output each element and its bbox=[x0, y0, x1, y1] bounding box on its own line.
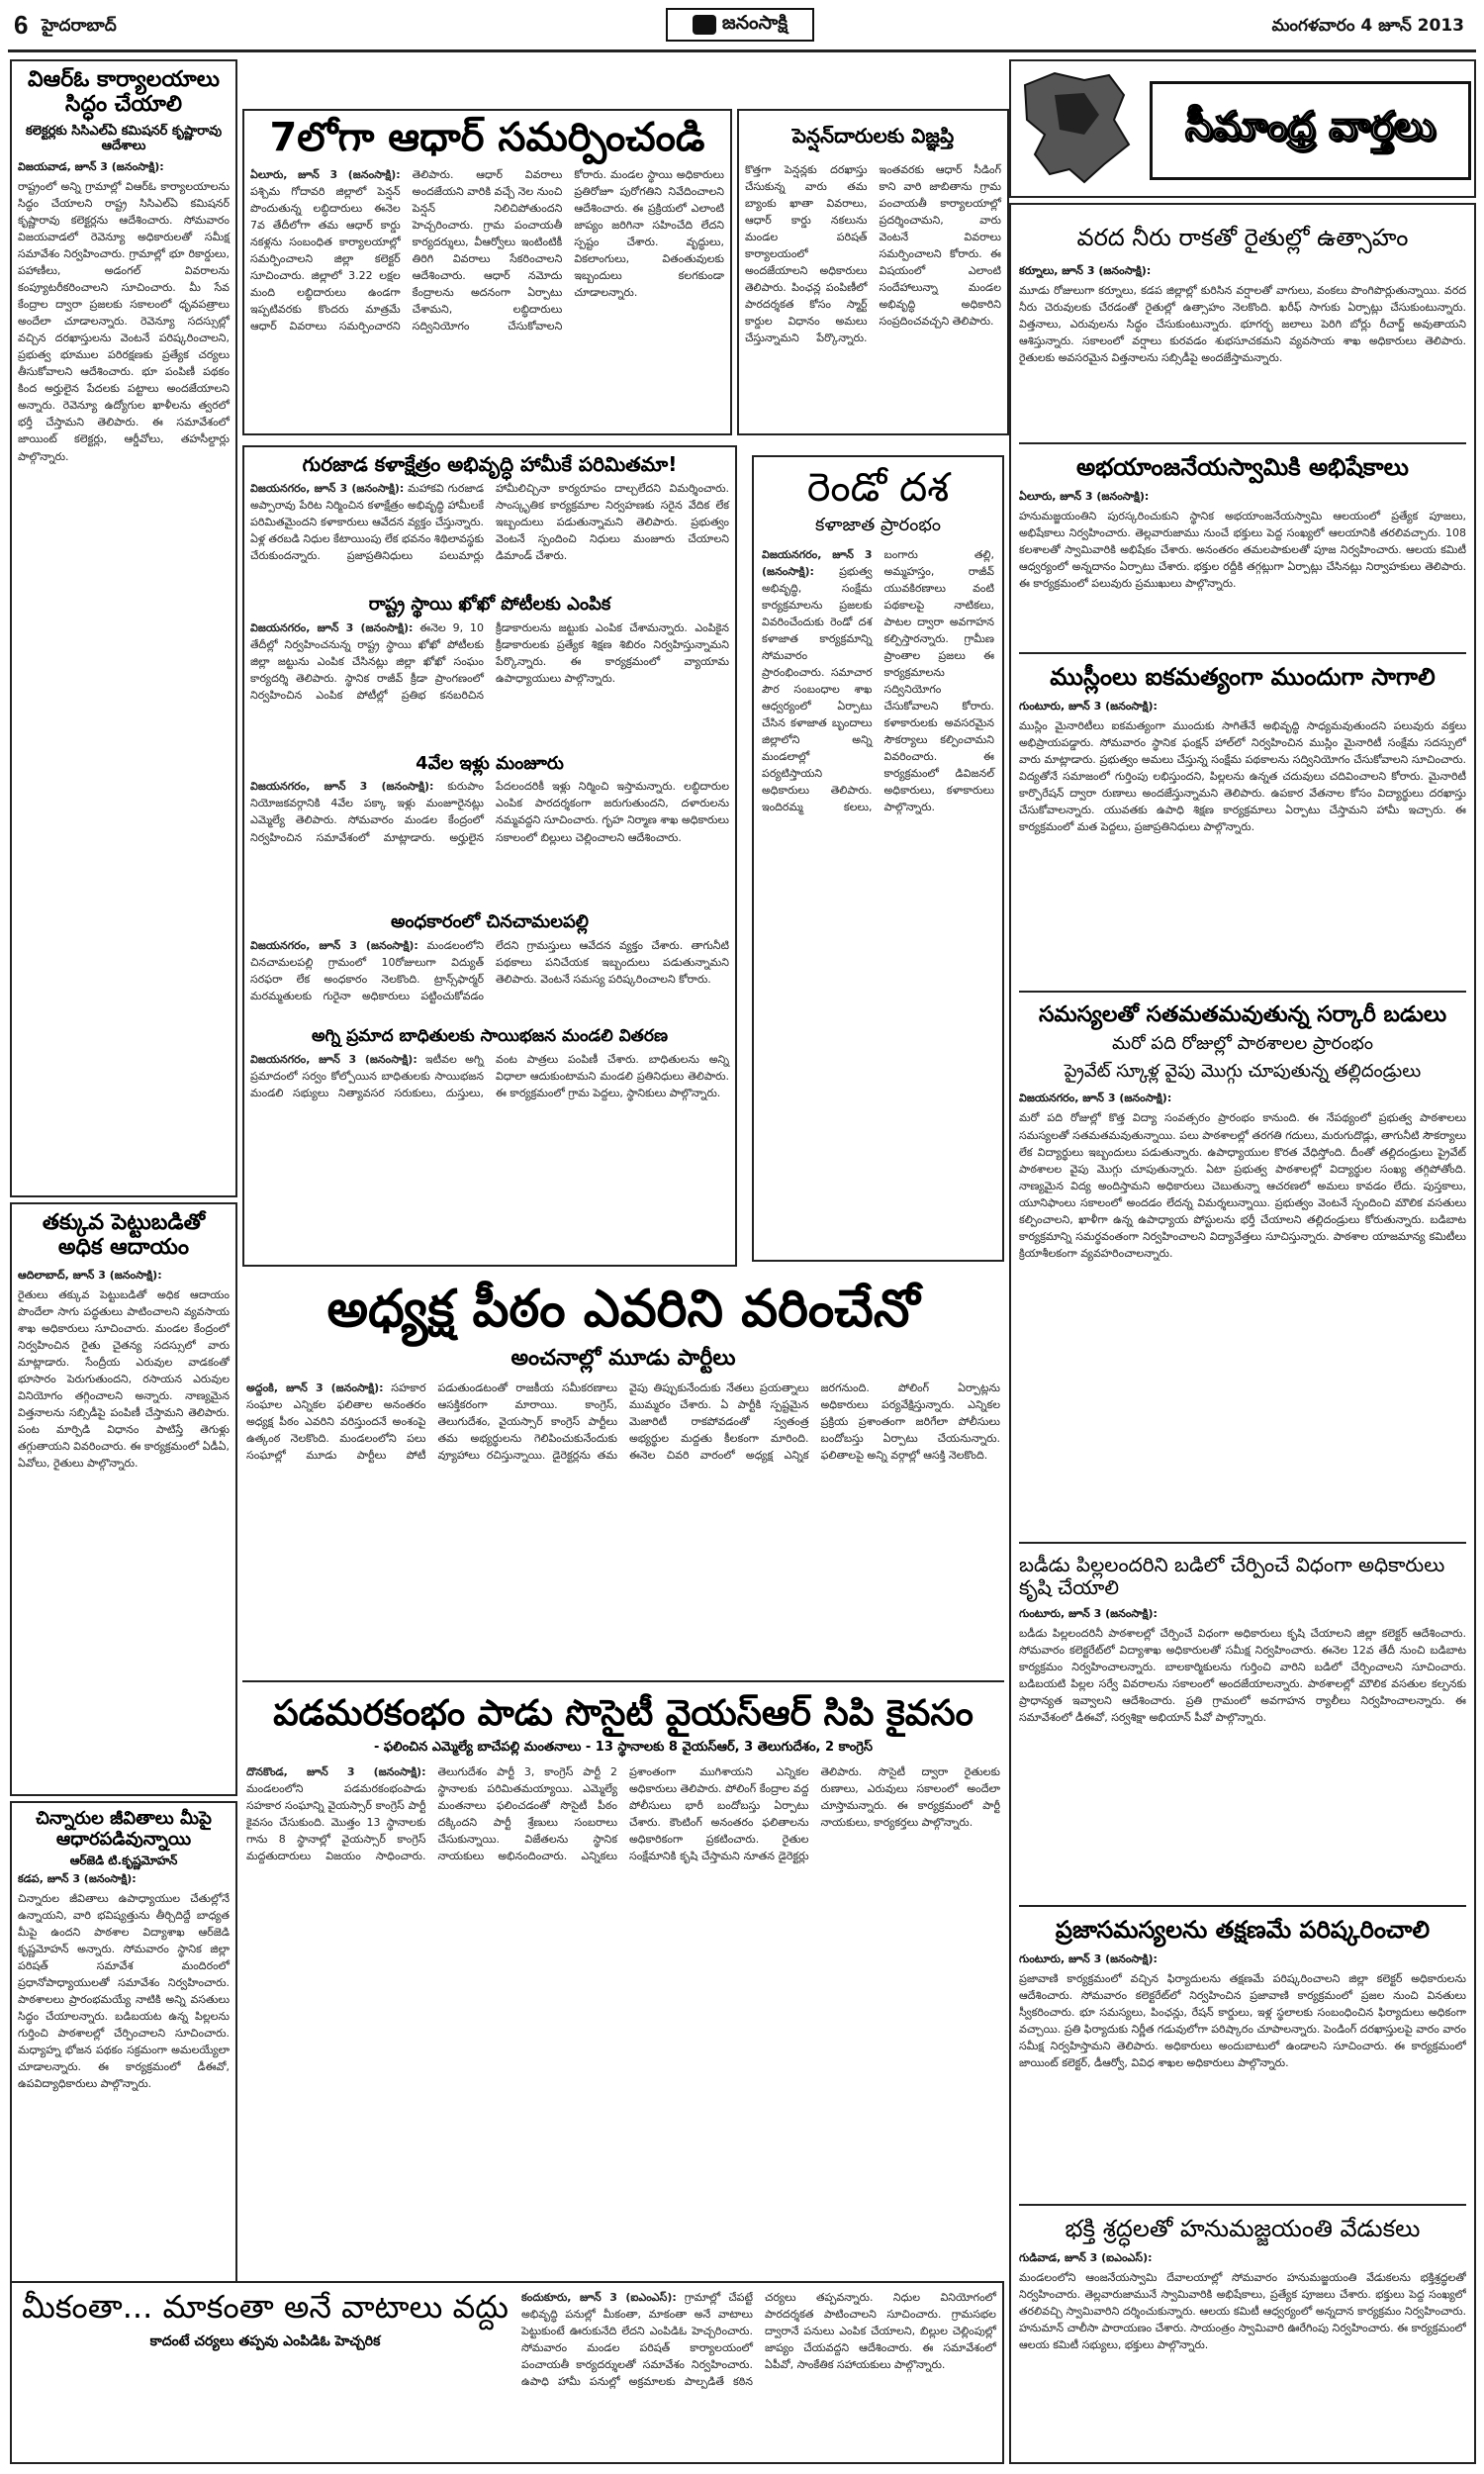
article-body: కొత్తగా పెన్షన్లకు దరఖాస్తు చేసుకున్న వారు తమ బ్యాంకు ఖాతా వివరాలు, ఆధార్ కార్డు నకలును మండల పరిషత్ కార్యాలయంలో అందజేయాలని అధికారులు తెలిపారు. పింఛన్ల పంపిణీలో పారదర్శకత కోసం స్మార్ట్ కార్డుల విధానం అమలు చేస్తున్నామని పేర్కొన్నారు. ఇంతవరకు ఆధార్ సీడింగ్ కాని వారి జాబితాను గ్రామ పంచాయతీ కార్యాలయాల్లో ప్రదర్శించామని, వారు వెంటనే వివరాలు సమర్పించాలని కోరారు. ఈ విషయంలో ఎలాంటి సందేహాలున్నా మండల అభివృద్ధి అధికారిని సంప్రదించవచ్చని తెలిపారు. bbox=[745, 163, 1001, 345]
article-body: రైతులు తక్కువ పెట్టుబడితో అధిక ఆదాయం పొందేలా సాగు పద్ధతులు పాటించాలని వ్యవసాయ శాఖ అధికారులు సూచించారు. మండల కేంద్రంలో నిర్వహించిన రైతు చైతన్య సదస్సులో వారు మాట్లాడారు. సేంద్రీయ ఎరువుల వాడకంతో భూసారం పెరుగుతుందని, రసాయన ఎరువుల వినియోగం తగ్గించాలని అన్నారు. నాణ్యమైన విత్తనాలను సబ్సిడీపై పంపిణీ చేస్తామని తెలిపారు. పంట మార్పిడి విధానం పాటిస్తే తెగుళ్లు తగ్గుతాయని వివరించారు. ఈ కార్యక్రమంలో ఏడీఏ, ఏవోలు, రైతులు పాల్గొన్నారు. bbox=[18, 1287, 230, 1471]
dateline: గుంటూరు, జూన్ 3 (జనంసాక్షి): bbox=[1019, 1607, 1158, 1620]
section-banner bbox=[1009, 59, 1476, 198]
article-body: మరో పది రోజుల్లో కొత్త విద్యా సంవత్సరం ప్రారంభం కానుంది. ఈ నేపథ్యంలో ప్రభుత్వ పాఠశాలలు సమస్యలతో సతమతమవుతున్నాయి. పలు పాఠశాలల్లో తరగతి గదులు, మరుగుదొడ్లు, తాగునీటి సౌకర్యాలు లేక విద్యార్థులు ఇబ్బందులు పడుతున్నారు. ఉపాధ్యాయుల కొరత వేధిస్తోంది. దీంతో తల్లిదండ్రులు ప్రైవేట్ పాఠశాలల వైపు మొగ్గు చూపుతున్నారు. ఏటా ప్రభుత్వ పాఠశాలల్లో విద్యార్థుల సంఖ్య తగ్గిపోతోంది. నాణ్యమైన విద్య అందిస్తామని అధికారులు చెబుతున్నా ఆచరణలో అమలు కావడం లేదు. పుస్తకాలు, యూనిఫాంలు సకాలంలో అందడం లేదన్న విమర్శలున్నాయి. ప్రభుత్వం వెంటనే స్పందించి మౌలిక వసతులు కల్పించాలని, ఖాళీగా ఉన్న ఉపాధ్యాయ పోస్టులను భర్తీ చేయాలని తల్లిదండ్రులు కోరుతున్నారు. బడిబాట కార్యక్రమాన్ని సమర్థవంతంగా నిర్వహించాలని విద్యావేత్తలు సూచిస్తున్నారు. పాఠశాల యాజమాన్య కమిటీలు క్రియాశీలకంగా వ్యవహరించాలన్నారు. bbox=[1019, 1111, 1466, 1260]
headline: భక్తి శ్రద్ధలతో హనుమజ్జయంతి వేడుకలు bbox=[1065, 2215, 1421, 2242]
article-body-wrap bbox=[250, 166, 724, 426]
headline: పెన్షన్‌దారులకు విజ్ఞప్తి bbox=[791, 124, 955, 147]
fees-header bbox=[18, 2289, 512, 2457]
headline: పడమరకంభం పాడు సొసైటీ వైయస్ఆర్ సిపి కైవసం bbox=[273, 1693, 974, 1734]
article-body: ప్రభుత్వ అభివృద్ధి, సంక్షేమ కార్యక్రమాలను ప్రజలకు వివరించేందుకు రెండో దశ కళాజాత కార్యక్రమాన్ని సోమవారం ప్రారంభించారు. సమాచార పౌర సంబంధాల శాఖ ఆధ్వర్యంలో ఏర్పాటు చేసిన కళాజాత బృందాలు జిల్లాలోని అన్ని మండలాల్లో పర్యటిస్తాయని అధికారులు తెలిపారు. ఇందిరమ్మ కలలు, బంగారు తల్లి, అమ్మహస్తం, రాజీవ్ యువకిరణాలు వంటి పథకాలపై నాటికలు, పాటల ద్వారా అవగాహన కల్పిస్తారన్నారు. గ్రామీణ ప్రాంతాల ప్రజలు ఈ కార్యక్రమాలను సద్వినియోగం చేసుకోవాలని కోరారు. కళాకారులకు అవసరమైన సౌకర్యాలు కల్పించామని వివరించారు. ఈ కార్యక్రమంలో డివిజనల్ అధికారులు, కళాకారులు పాల్గొన్నారు. bbox=[762, 547, 994, 814]
article-body: ఈనెల 9, 10 తేదీల్లో నిర్వహించనున్న రాష్ట్ర స్థాయి ఖోఖో పోటీలకు జిల్లా జట్టును ఎంపిక చేసినట్లు జిల్లా ఖోఖో సంఘం కార్యదర్శి తెలిపారు. స్థానిక రాజీవ్ క్రీడా ప్రాంగణంలో నిర్వహించిన ఎంపిక పోటీల్లో ప్రతిభ కనబరిచిన క్రీడాకారులను జట్టుకు ఎంపిక చేశామన్నారు. ఎంపికైన క్రీడాకారులకు ప్రత్యేక శిక్షణ శిబిరం నిర్వహిస్తున్నామని పేర్కొన్నారు. ఈ కార్యక్రమంలో వ్యాయామ ఉపాధ్యాయులు పాల్గొన్నారు. bbox=[250, 620, 729, 702]
article-enroll bbox=[1019, 1544, 1466, 1905]
article-body: చిన్నారుల జీవితాలు ఉపాధ్యాయుల చేతుల్లోనే ఉన్నాయని, వారి భవిష్యత్తును తీర్చిదిద్దే బాధ్యత మీపై ఉందని పాఠశాల విద్యాశాఖ ఆర్‌జెడి కృష్ణమోహన్ అన్నారు. సోమవారం స్థానిక జిల్లా పరిషత్ సమావేశ మందిరంలో ప్రధానోపాధ్యాయులతో సమావేశం నిర్వహించారు. పాఠశాలలు ప్రారంభమయ్యే నాటికి అన్ని వసతులు సిద్ధం చేయాలన్నారు. బడిబయట ఉన్న పిల్లలను గుర్తించి పాఠశాలల్లో చేర్పించాలని సూచించారు. మధ్యాహ్న భోజన పథకం సక్రమంగా అమలయ్యేలా చూడాలన్నారు. ఈ కార్యక్రమంలో డీఈవో, ఉపవిద్యాధికారులు పాల్గొన్నారు. bbox=[18, 1891, 230, 2091]
headline: బడీడు పిల్లలందరిని బడిలో చేర్పించే విధంగా అధికారులు కృషి చేయాలి bbox=[1019, 1553, 1445, 1599]
headline: సమస్యలతో సతమతమవుతున్న సర్కారీ బడులు bbox=[1038, 1002, 1447, 1027]
article-body: కురుపాం నియోజకవర్గానికి 4వేల పక్కా ఇళ్లు మంజూరైనట్లు ఎమ్మెల్యే తెలిపారు. సోమవారం మండల కేంద్రంలో నిర్వహించిన సమావేశంలో మాట్లాడారు. అర్హులైన పేదలందరికీ ఇళ్లు నిర్మించి ఇస్తామన్నారు. లబ్ధిదారుల ఎంపిక పారదర్శకంగా జరుగుతుందని, దళారులను నమ్మవద్దని సూచించారు. గృహ నిర్మాణ శాఖ అధికారులు సకాలంలో బిల్లులు చెల్లించాలని ఆదేశించారు. bbox=[250, 780, 729, 844]
article-body-wrap bbox=[250, 937, 729, 1021]
article-muslims bbox=[1019, 654, 1466, 991]
dateline: కందుకూరు, జూన్ 3 (ఐఎంఎస్): bbox=[521, 2291, 677, 2304]
divider bbox=[1019, 2204, 1466, 2206]
subhead: - ఫలించిన ఎమ్మెల్యే బాచేపల్లి మంతనాలు - 13 స్థానాలకు 8 వైయస్ఆర్, 3 తెలుగుదేశం, 2 కాంగ్రెస్ bbox=[374, 1740, 873, 1756]
paper-logo-icon bbox=[693, 15, 716, 35]
headline: చిన్నారుల జీవితాలు మీపై ఆధారపడివున్నాయి bbox=[36, 1808, 212, 1850]
headline: 4వేల ఇళ్లు మంజూరు bbox=[416, 752, 564, 774]
subhead: అంచనాల్లో మూడు పార్టీలు bbox=[510, 1345, 736, 1371]
subhead-secondary: ప్రైవేట్ స్కూళ్ల వైపు మొగ్గు చూపుతున్న తల్లిదండ్రులు bbox=[1064, 1060, 1422, 1082]
article-body-wrap bbox=[762, 546, 994, 1239]
paper-name: జనంసాక్షి bbox=[721, 11, 788, 34]
subhead: కాదంటే చర్యలు తప్పవు ఎంపిడిఓ హెచ్చరిక bbox=[149, 2332, 381, 2349]
article-body: ఇటీవల అగ్ని ప్రమాదంలో సర్వం కోల్పోయిన బాధితులకు సాయిభజన మండలి సభ్యులు నిత్యావసర సరుకులు, దుస్తులు, వంట పాత్రలు పంపిణీ చేశారు. బాధితులను అన్ని విధాలా ఆదుకుంటామని మండలి ప్రతినిధులు తెలిపారు. ఈ కార్యక్రమంలో గ్రామ పెద్దలు, స్థానికులు పాల్గొన్నారు. bbox=[250, 1052, 729, 1099]
dateline: ఏలూరు, జూన్ 3 (జనంసాక్షి): bbox=[250, 168, 401, 181]
article-aadhaar bbox=[242, 109, 732, 435]
headline: అగ్ని ప్రమాద బాధితులకు సాయిభజన మండలి వితరణ bbox=[311, 1026, 669, 1047]
dateline: ఏలూరు, జూన్ 3 (జనంసాక్షి): bbox=[1019, 489, 1150, 503]
article-body-wrap bbox=[521, 2289, 996, 2459]
headline: తక్కువ పెట్టుబడితో అధిక ఆదాయం bbox=[42, 1210, 206, 1261]
masthead-rule bbox=[8, 49, 1476, 52]
state-map-icon bbox=[1015, 65, 1144, 192]
dateline: విజయనగరం, జూన్ 3 (జనంసాక్షి): bbox=[250, 939, 418, 953]
divider bbox=[1019, 991, 1466, 993]
divider bbox=[242, 1680, 1004, 1682]
section-title: సీమాంధ్ర వార్తలు bbox=[1150, 81, 1471, 180]
dateline: విజయనగరం, జూన్ 3 (జనంసాక్షి): bbox=[250, 620, 414, 634]
article-body: మండలంలోని ఆంజనేయస్వామి దేవాలయాల్లో సోమవారం హనుమజ్జయంతి వేడుకలను భక్తిశ్రద్ధలతో నిర్వహించారు. తెల్లవారుజామునే స్వామివారికి అభిషేకాలు, ప్రత్యేక పూజలు చేశారు. భక్తులు పెద్ద సంఖ్యలో తరలివచ్చి స్వామివారిని దర్శించుకున్నారు. ఆలయ కమిటీ ఆధ్వర్యంలో అన్నదాన కార్యక్రమం నిర్వహించారు. హనుమాన్ చాలీసా పారాయణం చేశారు. సాయంత్రం స్వామివారి ఊరేగింపు నిర్వహించారు. ఈ కార్యక్రమంలో ఆలయ కమిటీ సభ్యులు, భక్తులు పాల్గొన్నారు. bbox=[1019, 2270, 1466, 2351]
page-number: 6 bbox=[14, 10, 29, 40]
article-flood bbox=[1019, 205, 1466, 442]
article-body: రాష్ట్రంలో అన్ని గ్రామాల్లో విఆర్ఓ కార్యాలయాలను సిద్ధం చేయాలని రాష్ట్ర సిసిఎల్ఏ కమిషనర్ కృష్ణారావు కలెక్టర్లను ఆదేశించారు. సోమవారం విజయవాడలో రెవెన్యూ అధికారులతో సమీక్ష సమావేశం నిర్వహించారు. గ్రామాల్లో భూ రికార్డులు, పహాణీలు, అడంగల్ వివరాలను కంప్యూటరీకరించాలని సూచించారు. మీ సేవ కేంద్రాల ద్వారా ప్రజలకు సకాలంలో ధృవపత్రాలు అందేలా చూడాలన్నారు. రెవెన్యూ సదస్సుల్లో వచ్చిన దరఖాస్తులను వెంటనే పరిష్కరించాలని, ప్రభుత్వ భూముల పరిరక్షణకు ప్రత్యేక చర్యలు తీసుకోవాలని ఆదేశించారు. భూ పంపిణీ పథకం కింద అర్హులైన పేదలకు పట్టాలు అందజేయాలని అన్నారు. రెవెన్యూ ఉద్యోగుల ఖాళీలను త్వరలో భర్తీ చేస్తామని తెలిపారు. ఈ సమావేశంలో జాయింట్ కలెక్టర్లు, ఆర్డీవోలు, తహసీల్దార్లు పాల్గొన్నారు. bbox=[18, 179, 230, 463]
dateline: విజయనగరం, జూన్ 3 (జనంసాక్షి): bbox=[762, 547, 873, 578]
article-fees bbox=[10, 2281, 1004, 2464]
dateline: విజయవాడ, జూన్ 3 (జనంసాక్షి): bbox=[18, 159, 164, 173]
dateline: ఆదిలాబాద్, జూన్ 3 (జనంసాక్షి): bbox=[18, 1268, 162, 1282]
article-hanuman bbox=[1019, 2206, 1466, 2458]
article-body: గ్రామాల్లో చేపట్టే అభివృద్ధి పనుల్లో మీకంతా, మాకంతా అనే వాటాలు పెట్టుకుంటే ఊరుకునేది లేదని ఎంపిడిఓ హెచ్చరించారు. సోమవారం మండల పరిషత్ కార్యాలయంలో పంచాయతీ కార్యదర్శులతో సమావేశం నిర్వహించారు. ఉపాధి హామీ పనుల్లో అక్రమాలకు పాల్పడితే కఠిన చర్యలు తప్పవన్నారు. నిధుల వినియోగంలో పారదర్శకత పాటించాలని సూచించారు. గ్రామసభల ద్వారానే పనులు ఎంపిక చేయాలని, బిల్లుల చెల్లింపుల్లో జాప్యం చేయవద్దని ఆదేశించారు. ఈ సమావేశంలో ఏపీవో, సాంకేతిక సహాయకులు పాల్గొన్నారు. bbox=[521, 2291, 996, 2389]
article-body: హనుమజ్జయంతిని పురస్కరించుకుని స్థానిక అభయాంజనేయస్వామి ఆలయంలో ప్రత్యేక పూజలు, అభిషేకాలు నిర్వహించారు. తెల్లవారుజాము నుంచే భక్తులు పెద్ద సంఖ్యలో ఆలయానికి తరలివచ్చారు. 108 కలశాలతో స్వామివారికి అభిషేకం చేశారు. అనంతరం తమలపాకులతో పూజ నిర్వహించారు. ఆలయ కమిటీ ఆధ్వర్యంలో అన్నదానం ఏర్పాటు చేశారు. భక్తుల రద్దీకి తగ్గట్లుగా ఏర్పాట్లు చేసినట్లు నిర్వాహకులు తెలిపారు. ఈ కార్యక్రమంలో పలువురు ప్రముఖులు పాల్గొన్నారు. bbox=[1019, 509, 1466, 590]
article-dasa bbox=[752, 455, 1004, 1262]
dateline: విజయనగరం, జూన్ 3 (జనంసాక్షి): bbox=[250, 482, 405, 495]
article-society bbox=[242, 1687, 1004, 2276]
headline: రాష్ట్ర స్థాయి ఖోఖో పోటీలకు ఎంపిక bbox=[368, 594, 611, 615]
headline: గురజాడ కళాక్షేత్రం అభివృద్ధి హామీకే పరిమితమా! bbox=[302, 452, 678, 476]
headline: అంధకారంలో చినచామలపల్లి bbox=[391, 911, 589, 933]
article-body: ప్రజావాణి కార్యక్రమంలో వచ్చిన ఫిర్యాదులను తక్షణమే పరిష్కరించాలని జిల్లా కలెక్టర్ అధికారులను ఆదేశించారు. సోమవారం కలెక్టరేట్‌లో నిర్వహించిన ప్రజావాణి కార్యక్రమంలో ప్రజల నుంచి వినతులు స్వీకరించారు. భూ సమస్యలు, పింఛన్లు, రేషన్ కార్డులు, ఇళ్ల స్థలాలకు సంబంధించిన ఫిర్యాదులు అధికంగా వచ్చాయి. ప్రతి ఫిర్యాదుకు నిర్ణీత గడువులోగా పరిష్కారం చూపాలన్నారు. పెండింగ్ దరఖాస్తులపై వారం వారం సమీక్ష నిర్వహిస్తామని తెలిపారు. అధికారులు అందుబాటులో ఉండాలని సూచించారు. ఈ కార్యక్రమంలో జాయింట్ కలెక్టర్, డీఆర్వో, వివిధ శాఖల అధికారులు పాల్గొన్నారు. bbox=[1019, 1971, 1466, 2069]
article-body: బడీడు పిల్లలందరినీ పాఠశాలల్లో చేర్పించే విధంగా అధికారులు కృషి చేయాలని జిల్లా కలెక్టర్ ఆదేశించారు. సోమవారం కలెక్టరేట్‌లో విద్యాశాఖ అధికారులతో సమీక్ష నిర్వహించారు. ఈనెల 12వ తేదీ నుంచి బడిబాట కార్యక్రమం నిర్వహించాలన్నారు. బాలకార్మికులను గుర్తించి వారిని బడిలో చేర్పించాలని సూచించారు. బడిబయటి పిల్లల సర్వే వివరాలను సకాలంలో అందజేయాలన్నారు. పాఠశాలల్లో మౌలిక వసతుల కల్పనకు ప్రాధాన్యత ఇవ్వాలని ఆదేశించారు. ప్రతి గ్రామంలో అవగాహన ర్యాలీలు నిర్వహించాలన్నారు. ఈ సమావేశంలో డీఈవో, సర్వశిక్షా అభియాన్ పీవో పాల్గొన్నారు. bbox=[1019, 1627, 1466, 1725]
headline: అధ్యక్ష పీఠం ఎవరిని వరించేనో bbox=[326, 1280, 920, 1339]
edition-name: హైదరాబాద్ bbox=[42, 16, 117, 36]
article-schools bbox=[1019, 993, 1466, 1542]
headline: మీకంతా... మాకంతా అనే వాటాలు వద్దు bbox=[22, 2289, 509, 2326]
article-chair bbox=[242, 1275, 1004, 1675]
article-abhaya bbox=[1019, 444, 1466, 652]
dateline: గుంటూరు, జూన్ 3 (జనంసాక్షి): bbox=[1019, 1951, 1158, 1965]
dateline: అద్దంకి, జూన్ 3 (జనంసాక్షి): bbox=[246, 1381, 384, 1395]
dateline: విజయనగరం, జూన్ 3 (జనంసాక్షి): bbox=[250, 780, 434, 794]
article-pension bbox=[737, 109, 1009, 435]
article-body-wrap bbox=[242, 1380, 1004, 1657]
headline: 7లోగా ఆధార్ సమర్పించండి bbox=[269, 115, 705, 160]
divider bbox=[1019, 1542, 1466, 1544]
article-body: పశ్చిమ గోదావరి జిల్లాలో పెన్షన్ పొందుతున్న లబ్ధిదారులు ఈనెల 7వ తేదీలోగా తమ ఆధార్ కార్డు నకళ్లను సంబంధిత కార్యాలయాల్లో సమర్పించాలని జిల్లా కలెక్టర్ సూచించారు. జిల్లాలో 3.22 లక్షల మంది లబ్ధిదారులు ఉండగా ఇప్పటివరకు కొందరు మాత్రమే ఆధార్ వివరాలు సమర్పించారని తెలిపారు. ఆధార్ వివరాలు అందజేయని వారికి వచ్చే నెల నుంచి పెన్షన్ నిలిచిపోతుందని హెచ్చరించారు. గ్రామ పంచాయతీ కార్యదర్శులు, వీఆర్వోలు ఇంటింటికీ తిరిగి వివరాలు సేకరించాలని ఆదేశించారు. ఆధార్ నమోదు కేంద్రాలను అదనంగా ఏర్పాటు చేశామని, లబ్ధిదారులు సద్వినియోగం చేసుకోవాలని కోరారు. మండల స్థాయి అధికారులు ప్రతిరోజూ పురోగతిని నివేదించాలని ఆదేశించారు. ఈ ప్రక్రియలో ఎలాంటి జాప్యం జరిగినా సహించేది లేదని స్పష్టం చేశారు. వృద్ధులు, వికలాంగులు, వితంతువులకు ఇబ్బందులు కలగకుండా చూడాలన్నారు. bbox=[250, 168, 724, 333]
dateline: విజయనగరం, జూన్ 3 (జనంసాక్షి): bbox=[1019, 1092, 1172, 1105]
article-body: ముస్లిం మైనారిటీలు ఐకమత్యంగా ముందుకు సాగితేనే అభివృద్ధి సాధ్యమవుతుందని పలువురు వక్తలు అభిప్రాయపడ్డారు. సోమవారం స్థానిక ఫంక్షన్ హాల్‌లో నిర్వహించిన ముస్లిం మైనారిటీ సంక్షేమ సదస్సులో వారు మాట్లాడారు. ప్రభుత్వం అమలు చేస్తున్న సంక్షేమ పథకాలను సద్వినియోగం చేసుకోవాలని సూచించారు. విద్యతోనే సమాజంలో గుర్తింపు లభిస్తుందని, పిల్లలను ఉన్నత చదువులు చదివించాలని కోరారు. మైనారిటీ కార్పొరేషన్ ద్వారా రుణాలు అందజేస్తున్నామని తెలిపారు. ఉపకార వేతనాల కోసం విద్యార్థులు దరఖాస్తు చేసుకోవాలన్నారు. యువతకు ఉపాధి శిక్షణ కార్యక్రమాలు ఏర్పాటు చేస్తామని హామీ ఇచ్చారు. ఈ కార్యక్రమంలో మత పెద్దలు, ప్రజాప్రతినిధులు పాల్గొన్నారు. bbox=[1019, 718, 1466, 833]
masthead bbox=[8, 0, 1476, 49]
article-body-wrap bbox=[250, 619, 729, 748]
issue-date: మంగళవారం 4 జూన్ 2013 bbox=[1271, 16, 1464, 36]
dateline: గుంటూరు, జూన్ 3 (జనంసాక్షి): bbox=[1019, 699, 1158, 713]
subhead: కలెక్టర్లకు సిసిఎల్ఏ కమిషనర్ కృష్ణారావు ఆదేశాలు bbox=[25, 123, 223, 154]
dateline: విజయనగరం, జూన్ 3 (జనంసాక్షి): bbox=[250, 1052, 417, 1066]
headline: రెండో దశ bbox=[806, 465, 950, 511]
article-body: మండలంలోని పడమరకంభంపాడు సహకార సంఘాన్ని వైయస్సార్ కాంగ్రెస్ పార్టీ కైవసం చేసుకుంది. మొత్తం 13 స్థానాలకు గాను 8 స్థానాల్లో వైయస్సార్ కాంగ్రెస్ మద్దతుదారులు విజయం సాధించారు. తెలుగుదేశం పార్టీ 3, కాంగ్రెస్ పార్టీ 2 స్థానాలకు పరిమితమయ్యాయి. ఎమ్మెల్యే మంతనాలు ఫలించడంతో సొసైటీ పీఠం దక్కిందని పార్టీ శ్రేణులు సంబరాలు చేసుకున్నాయి. విజేతలను స్థానిక నాయకులు అభినందించారు. ఎన్నికలు ప్రశాంతంగా ముగిశాయని ఎన్నికల అధికారులు తెలిపారు. పోలింగ్ కేంద్రాల వద్ద పోలీసులు భారీ బందోబస్తు ఏర్పాటు చేశారు. కౌంటింగ్ అనంతరం ఫలితాలను అధికారికంగా ప్రకటించారు. రైతుల సంక్షేమానికి కృషి చేస్తామని నూతన డైరెక్టర్లు తెలిపారు. సొసైటీ ద్వారా రైతులకు రుణాలు, ఎరువులు సకాలంలో అందేలా చూస్తామన్నారు. ఈ కార్యక్రమంలో పార్టీ నాయకులు, కార్యకర్తలు పాల్గొన్నారు. bbox=[246, 1764, 1000, 1863]
article-body: మూడు రోజులుగా కర్నూలు, కడప జిల్లాల్లో కురిసిన వర్షాలతో వాగులు, వంకలు పొంగిపొర్లుతున్నాయి. వరద నీరు చెరువులకు చేరడంతో రైతుల్లో ఉత్సాహం నెలకొంది. ఖరీఫ్ సాగుకు ఏర్పాట్లు చేసుకుంటున్నారు. విత్తనాలు, ఎరువులను సిద్ధం చేసుకుంటున్నారు. భూగర్భ జలాలు పెరిగి బోర్లు రీచార్జ్ అవుతాయని ఆశిస్తున్నారు. సకాలంలో వర్షాలు కురవడం శుభసూచకమని వ్యవసాయ శాఖ అధికారులు తెలిపారు. రైతులకు అవసరమైన విత్తనాలను సబ్సిడీపై అందజేస్తామన్నారు. bbox=[1019, 283, 1466, 364]
article-body: మహాకవి గురజాడ అప్పారావు పేరిట నిర్మించిన కళాక్షేత్రం అభివృద్ధి హామీలకే పరిమితమైందని కళాకారులు ఆవేదన వ్యక్తం చేస్తున్నారు. ఏళ్ల తరబడి నిధుల కేటాయింపు లేక భవనం శిథిలావస్థకు చేరుకుందన్నారు. ప్రజాప్రతినిధులు పలుమార్లు హామీలిచ్చినా కార్యరూపం దాల్చలేదని విమర్శించారు. సాంస్కృతిక కార్యక్రమాల నిర్వహణకు సరైన వేదిక లేక ఇబ్బందులు పడుతున్నామని తెలిపారు. ప్రభుత్వం వెంటనే స్పందించి నిధులు మంజూరు చేయాలని డిమాండ్ చేశారు. bbox=[250, 482, 729, 563]
headline: ముస్లీంలు ఐకమత్యంగా ముందుగా సాగాలి bbox=[1050, 663, 1436, 691]
paper-logo bbox=[666, 8, 814, 42]
divider bbox=[1019, 1905, 1466, 1907]
dateline: దొనకొండ, జూన్ 3 (జనంసాక్షి): bbox=[246, 1764, 426, 1778]
dateline: గుడివాడ, జూన్ 3 (ఐఎంఎస్): bbox=[1019, 2250, 1153, 2264]
dateline: కర్నూలు, జూన్ 3 (జనంసాక్షి): bbox=[1019, 263, 1152, 277]
article-vro bbox=[10, 59, 237, 1197]
article-body-wrap bbox=[250, 778, 729, 906]
article-body-wrap bbox=[242, 1763, 1004, 2263]
headline: విఆర్ఓ కార్యాలయాలు సిద్ధం చేయాలి bbox=[28, 67, 220, 118]
subhead: మరో పది రోజుల్లో పాఠశాలల ప్రారంభం bbox=[1112, 1033, 1373, 1055]
divider bbox=[1019, 442, 1466, 444]
divider bbox=[1019, 652, 1466, 654]
subhead: కళాజాత ప్రారంభం bbox=[815, 515, 941, 535]
article-grievance bbox=[1019, 1907, 1466, 2204]
right-column bbox=[1009, 203, 1476, 2464]
article-body: సహకార సంఘాల ఎన్నికల ఫలితాల అనంతరం అధ్యక్ష పీఠం ఎవరిని వరిస్తుందనే అంశంపై ఉత్కంఠ నెలకొంది. మండలంలోని పలు సంఘాల్లో మూడు పార్టీలు పోటీ పడుతుండటంతో రాజకీయ సమీకరణాలు ఆసక్తికరంగా మారాయి. కాంగ్రెస్, తెలుగుదేశం, వైయస్సార్ కాంగ్రెస్ పార్టీలు తమ అభ్యర్థులను గెలిపించుకునేందుకు వ్యూహాలు రచిస్తున్నాయి. డైరెక్టర్లను తమ వైపు తిప్పుకునేందుకు నేతలు ప్రయత్నాలు ముమ్మరం చేశారు. ఏ పార్టీకి స్పష్టమైన మెజారిటీ రాకపోవడంతో స్వతంత్ర అభ్యర్థుల మద్దతు కీలకంగా మారింది. ఈనెల చివరి వారంలో అధ్యక్ష ఎన్నిక జరగనుంది. పోలింగ్ ఏర్పాట్లను అధికారులు పర్యవేక్షిస్తున్నారు. ఎన్నికల ప్రక్రియ ప్రశాంతంగా జరిగేలా పోలీసులు బందోబస్తు ఏర్పాటు చేయనున్నారు. ఫలితాలపై అన్ని వర్గాల్లో ఆసక్తి నెలకొంది. bbox=[246, 1381, 1000, 1463]
subhead: ఆర్‌జెడి టి.కృష్ణమోహన్ bbox=[69, 1854, 178, 1868]
headline: వరద నీరు రాకతో రైతుల్లో ఉత్సాహం bbox=[1076, 224, 1409, 251]
article-body-wrap bbox=[250, 480, 729, 589]
article-body-wrap bbox=[250, 1051, 729, 1135]
article-invest bbox=[10, 1202, 237, 1796]
article-body: మండలంలోని చినచామలపల్లి గ్రామంలో 10రోజులుగా విద్యుత్ సరఫరా లేక అంధకారం నెలకొంది. ట్రాన్స్‌ఫార్మర్ మరమ్మతులకు గురైనా అధికారులు పట్టించుకోవడం లేదని గ్రామస్తులు ఆవేదన వ్యక్తం చేశారు. తాగునీటి పథకాలు పనిచేయక ఇబ్బందులు పడుతున్నామని తెలిపారు. వెంటనే సమస్య పరిష్కరించాలని కోరారు. bbox=[250, 939, 729, 1003]
dateline: కడప, జూన్ 3 (జనంసాక్షి): bbox=[18, 1871, 137, 1885]
headline: అభయాంజనేయస్వామికి అభిషేకాలు bbox=[1076, 453, 1409, 481]
headline: ప్రజాసమస్యలను తక్షణమే పరిష్కరించాలి bbox=[1055, 1916, 1431, 1944]
article-gurajada bbox=[242, 445, 737, 1267]
